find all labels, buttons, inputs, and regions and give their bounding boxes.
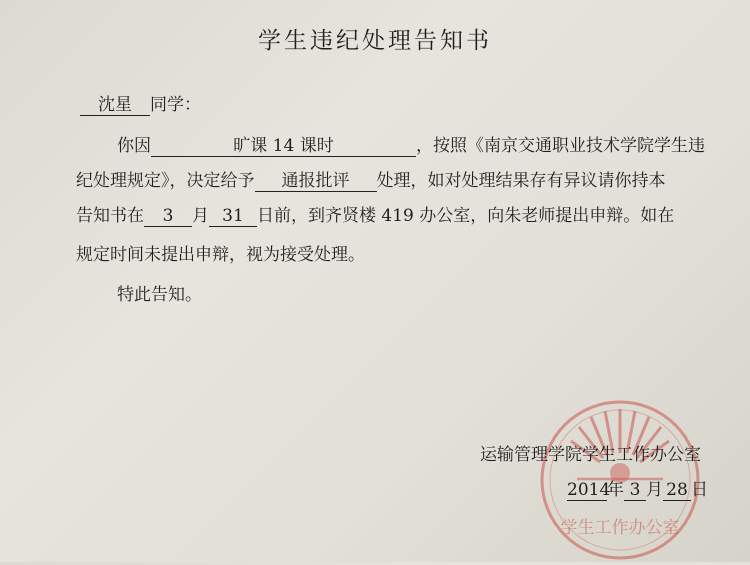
salutation-suffix: 同学：	[150, 95, 201, 115]
document-title: 学生违纪处理告知书	[258, 28, 492, 54]
penalty-suffix: 处理，如对处理结果存有异议请你持本	[376, 171, 666, 191]
rules-prefix: ，按照《南京交通职业技术学院学生违	[416, 136, 705, 156]
deadline-day: 31	[209, 207, 257, 227]
deadline-suffix: 日前，到齐贤楼 419 办公室，向朱老师提出申辩。如在	[257, 206, 675, 226]
date-month: 3	[624, 481, 646, 501]
closing-line: 特此告知。	[117, 285, 202, 305]
student-name: 沈星	[80, 96, 150, 116]
issuing-office: 运输管理学院学生工作办公室	[480, 445, 701, 465]
seal-text: 学生工作办公室	[560, 518, 680, 538]
month-label: 月	[192, 206, 209, 226]
deadline-line	[76, 206, 674, 227]
reason-prefix: 你因	[117, 136, 151, 156]
penalty-value: 通报批评	[255, 172, 377, 192]
penalty-line	[76, 171, 666, 192]
date-year: 2014	[567, 480, 611, 500]
final-line: 规定时间未提出申辩，视为接受处理。	[76, 245, 365, 265]
deadline-prefix: 告知书在	[76, 206, 144, 226]
violation-reason: 旷课 14 课时	[151, 137, 416, 157]
reason-line	[117, 136, 705, 157]
rules-cont: 纪处理规定》，决定给予	[76, 171, 255, 191]
year-label: 年	[607, 480, 624, 500]
deadline-month: 3	[144, 207, 192, 227]
date-day: 28	[663, 481, 691, 501]
salutation-line	[76, 95, 201, 116]
day-label: 日	[691, 480, 708, 500]
issue-date	[567, 475, 708, 501]
date-month-label: 月	[646, 480, 663, 500]
